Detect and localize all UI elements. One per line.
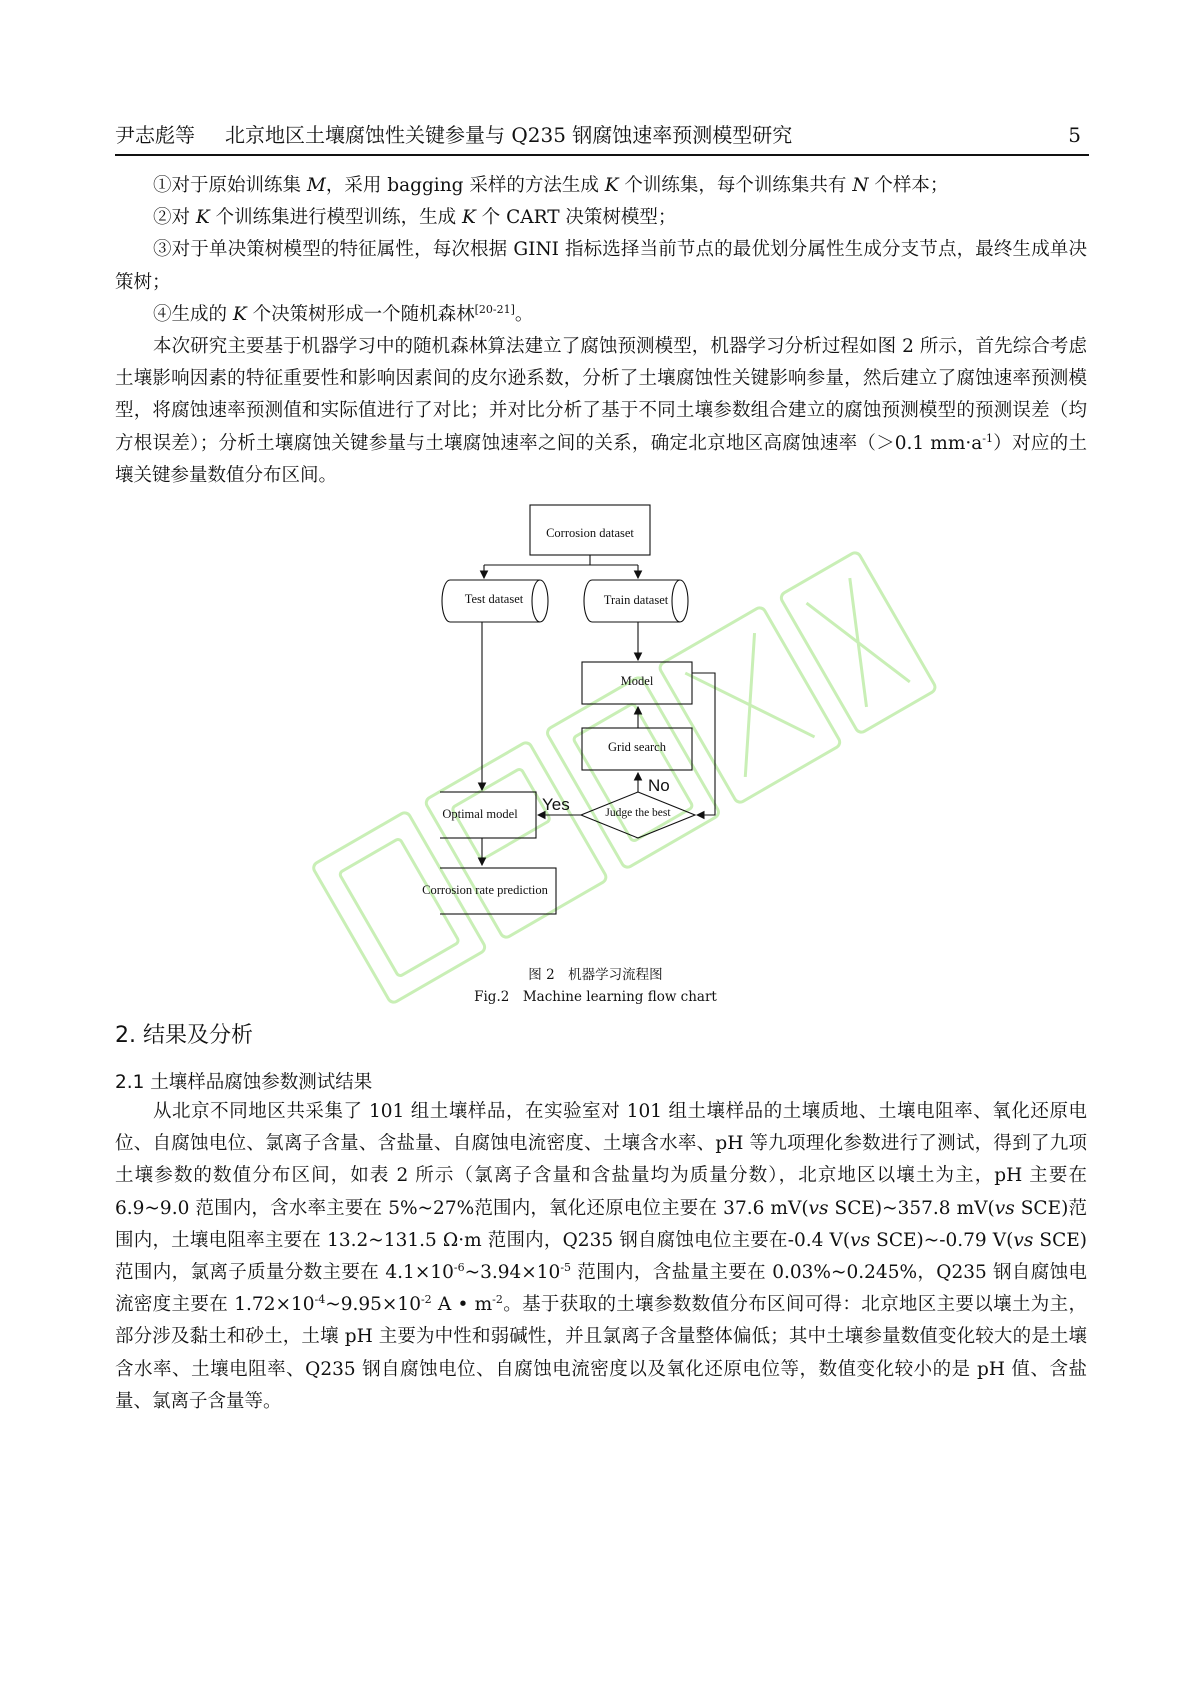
flowchart	[422, 500, 770, 980]
label-yes: Yes	[542, 795, 570, 814]
page-number: 5	[1068, 123, 1081, 147]
node-train-dataset: Train dataset	[603, 593, 669, 607]
method-steps	[115, 170, 1087, 492]
results-paragraph	[115, 1096, 1087, 1418]
figure-caption-cn: 图 2 机器学习流程图	[528, 967, 663, 983]
figure-caption-en: Fig.2 Machine learning flow chart	[474, 989, 717, 1005]
header-title: 北京地区土壤腐蚀性关键参量与 Q235 钢腐蚀速率预测模型研究	[225, 123, 793, 147]
step-2: ②对 K 个训练集进行模型训练，生成 K 个 CART 决策树模型；	[153, 207, 677, 229]
running-header	[115, 118, 1089, 156]
node-model: Model	[620, 674, 654, 688]
node-corrosion-rate-prediction: Corrosion rate prediction	[422, 883, 548, 897]
subsection-title: 2.1 土壤样品腐蚀参数测试结果	[115, 1072, 373, 1093]
node-corrosion-dataset: Corrosion dataset	[546, 526, 634, 540]
citation-ref: [20-21]	[474, 302, 515, 316]
header-authors: 尹志彪等	[115, 123, 195, 147]
node-grid-search: Grid search	[608, 740, 666, 754]
step-3: ③对于单决策树模型的特征属性，每次根据 GINI 指标选择当前节点的最优划分属性生成分支节点，最终生成单决策树；	[115, 239, 1087, 293]
node-judge-the-best: Judge the best	[605, 807, 671, 819]
paragraph-results: 从北京不同地区共采集了 101 组土壤样品，在实验室对 101 组土壤样品的土壤质地、土壤电阻率、氧化还原电位、自腐蚀电位、氯离子含量、含盐量、自腐蚀电流密度、土壤含水率、pH 等九项理化参数进行了测试，得到了九项土壤参数的数值分布区间，如表 2 所示（氯离子含量和含盐量均为质量分数），北京地区以壤土为主，pH 主要在 6.9~9.0 范围内，含水率主要在 5%~27%范围内，氧化还原电位主要在 37.6 mV(vs SCE)~357.8 mV(vs SCE)范围内，土壤电阻率主要在 13.2~131.5 Ω·m 范围内，Q235 钢自腐蚀电位主要在-0.4 V(vs SCE)~-0.79 V(vs SCE)范围内，氯离子质量分数主要在 $4.1\times 10^{-6}\sim 3.94\times 10^{-5}$ 范围内，含盐量主要在 0.03%~0.245%，Q235 钢自腐蚀电流密度主要在 $1.72\times 10^{-4}\sim 9.95\times 10^{-2}$ A • $m^{-2}$。基于获取的土壤参数数值分布区间可得：北京地区主要以壤土为主，部分涉及黏土和砂土，土壤 pH 主要为中性和弱碱性，并且氯离子含量整体偏低；其中土壤参量数值变化较大的是土壤含水率、土壤电阻率、Q235 钢自腐蚀电位、自腐蚀电流密度以及氧化还原电位等，数值变化较小的是 pH 值、含盐量、氯离子含量等。	[115, 1101, 1087, 1412]
paragraph-method: 本次研究主要基于机器学习中的随机森林算法建立了腐蚀预测模型，机器学习分析过程如图 2 所示，首先综合考虑土壤影响因素的特征重要性和影响因素间的皮尔逊系数，分析了土壤腐蚀性关键影响参量，然后建立了腐蚀速率预测模型，将腐蚀速率预测值和实际值进行了对比；并对比分析了基于不同土壤参数组合建立的腐蚀预测模型的预测误差（均方根误差）；分析土壤腐蚀关键参量与土壤腐蚀速率之间的关系，确定北京地区高腐蚀速率（＞0.1 $mm\cdot a^{-1}$）对应的土壤关键参量数值分布区间。	[115, 336, 1087, 486]
step-4: ④生成的 K 个决策树形成一个随机森林[20-21]。	[153, 302, 534, 325]
label-no: No	[648, 776, 670, 795]
node-test-dataset: Test dataset	[464, 592, 524, 606]
node-optimal-model: Optimal model	[442, 807, 518, 821]
step-1: ①对于原始训练集 M，采用 bagging 采样的方法生成 K 个训练集，每个训练集共有 N 个样本；	[153, 175, 949, 196]
section-title: 2. 结果及分析	[115, 1023, 253, 1048]
